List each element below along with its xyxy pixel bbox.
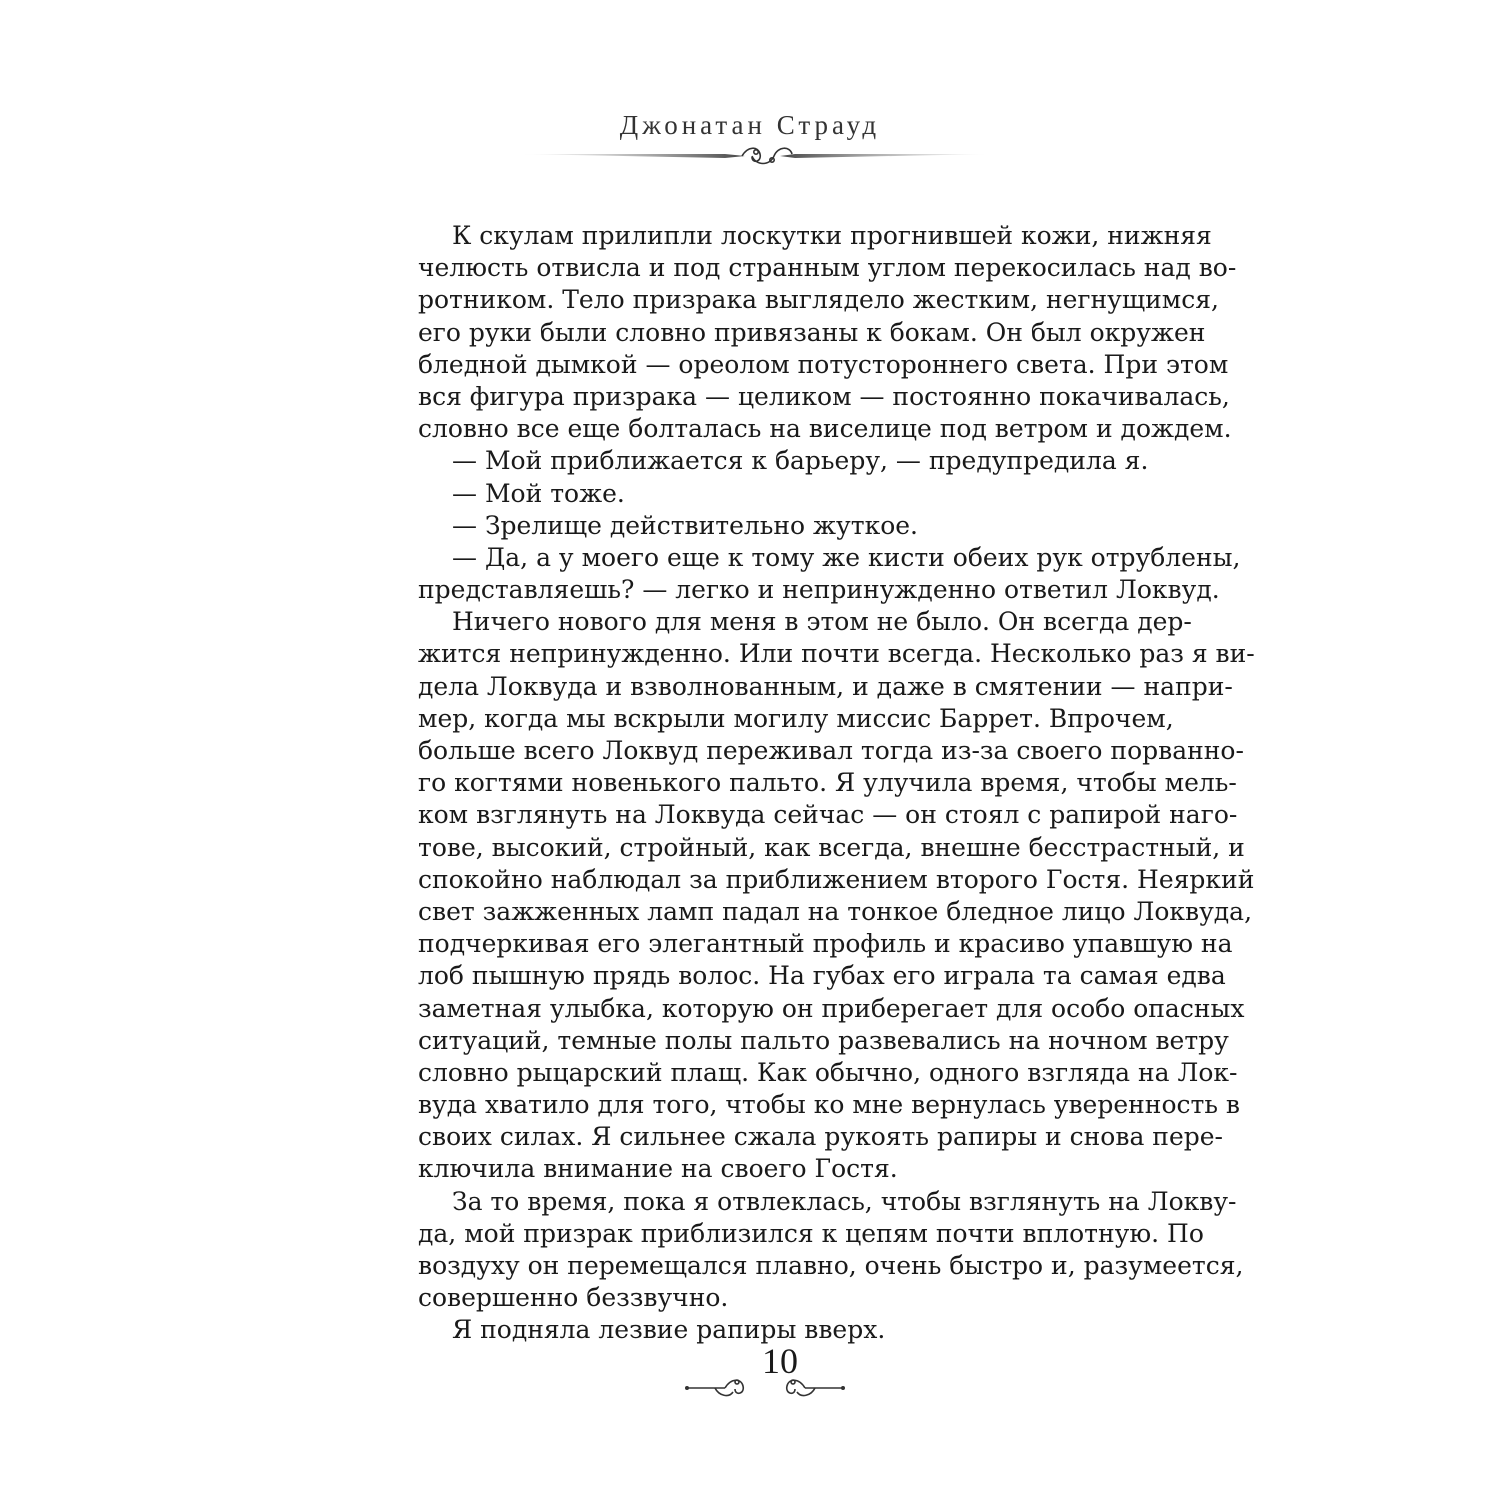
running-head — [0, 110, 1500, 141]
text-line: словно все еще болталась на виселице под ветром и дождем. — [418, 414, 1232, 444]
folio-flourish-ornament — [685, 1366, 845, 1406]
text-line: ротником. Тело призрака выглядело жестким, негнущимся, — [418, 285, 1219, 315]
text-line: его руки были словно привязаны к бокам. Он был окружен — [418, 317, 1206, 347]
text-line: заметная улыбка, которую он приберегает для особо опасных — [418, 993, 1245, 1023]
text-line: тове, высокий, стройный, как всегда, внешне бесстрастный, и — [418, 832, 1245, 862]
text-line: — Зрелище действительно жуткое. — [452, 510, 919, 540]
text-line: вся фигура призрака — целиком — постоянно покачивалась, — [418, 381, 1230, 411]
text-line: вуда хватило для того, чтобы ко мне вернулась уверенность в — [418, 1090, 1240, 1120]
paragraph — [418, 1186, 1244, 1315]
text-line: лоб пышную прядь волос. На губах его играла та самая едва — [418, 961, 1226, 991]
text-line: дела Локвуда и взволнованным, и даже в смятении — напри- — [418, 671, 1233, 701]
text-line: За то время, пока я отвлеклась, чтобы взглянуть на Локву- — [452, 1186, 1237, 1216]
text-line: Я подняла лезвие рапиры вверх. — [452, 1315, 886, 1345]
text-line: своих силах. Я сильнее сжала рукоять рапиры и снова пере- — [418, 1122, 1223, 1152]
text-line: — Мой приближается к барьеру, — предупредила я. — [452, 446, 1149, 476]
text-line: больше всего Локвуд переживал тогда из-за своего порванно- — [418, 736, 1244, 765]
text-line: воздуху он перемещался плавно, очень быстро и, разумеется, — [418, 1251, 1244, 1280]
text-line: — Мой тоже. — [452, 478, 625, 508]
paragraph — [418, 445, 1149, 477]
paragraph — [418, 220, 1237, 445]
running-head-author: Джонатан Страуд — [619, 110, 881, 140]
text-line: ситуаций, темные полы пальто развевались на ночном ветру — [418, 1025, 1229, 1055]
text-line: К скулам прилипли лоскутки прогнившей кожи, нижняя — [452, 221, 1212, 250]
text-line: мер, когда мы вскрыли могилу миссис Баррет. Впрочем, — [418, 703, 1174, 733]
text-line: — Да, а у моего еще к тому же кисти обеих рук отрублены, — [452, 542, 1241, 572]
text-line: словно рыцарский плащ. Как обычно, одного взгляда на Лок- — [418, 1057, 1238, 1087]
body-text — [418, 220, 1255, 1347]
text-line: Ничего нового для меня в этом не было. Он всегда дер- — [452, 607, 1192, 637]
paragraph — [418, 542, 1241, 606]
text-line: жится непринужденно. Или почти всегда. Несколько раз я ви- — [418, 639, 1255, 669]
paragraph — [418, 510, 1146, 542]
text-line: совершенно беззвучно. — [418, 1283, 729, 1313]
text-line: ключила внимание на своего Гостя. — [418, 1154, 898, 1184]
paragraph — [418, 606, 1255, 1185]
text-line: челюсть отвисла и под странным углом перекосилась над во- — [418, 253, 1237, 283]
text-line: подчеркивая его элегантный профиль и красиво упавшую на — [418, 929, 1233, 959]
paragraph — [418, 478, 1146, 510]
folio — [700, 1340, 860, 1420]
text-line: бледной дымкой — ореолом потустороннего света. При этом — [418, 349, 1229, 379]
text-line: свет зажженных ламп падал на тонкое бледное лицо Локвуда, — [418, 896, 1253, 926]
text-line: представляешь? — легко и непринужденно ответил Локвуд. — [418, 575, 1220, 605]
text-line: го когтями новенького пальто. Я улучила время, чтобы мель- — [418, 768, 1237, 798]
text-line: спокойно наблюдал за приближением второго Гостя. Неяркий — [418, 864, 1255, 894]
header-flourish-ornament — [490, 144, 1010, 168]
text-line: да, мой призрак приблизился к цепям почти вплотную. По — [418, 1218, 1204, 1248]
page-number: 10 — [762, 1341, 798, 1381]
text-line: ком взглянуть на Локвуда сейчас — он стоял с рапирой наго- — [418, 800, 1238, 830]
